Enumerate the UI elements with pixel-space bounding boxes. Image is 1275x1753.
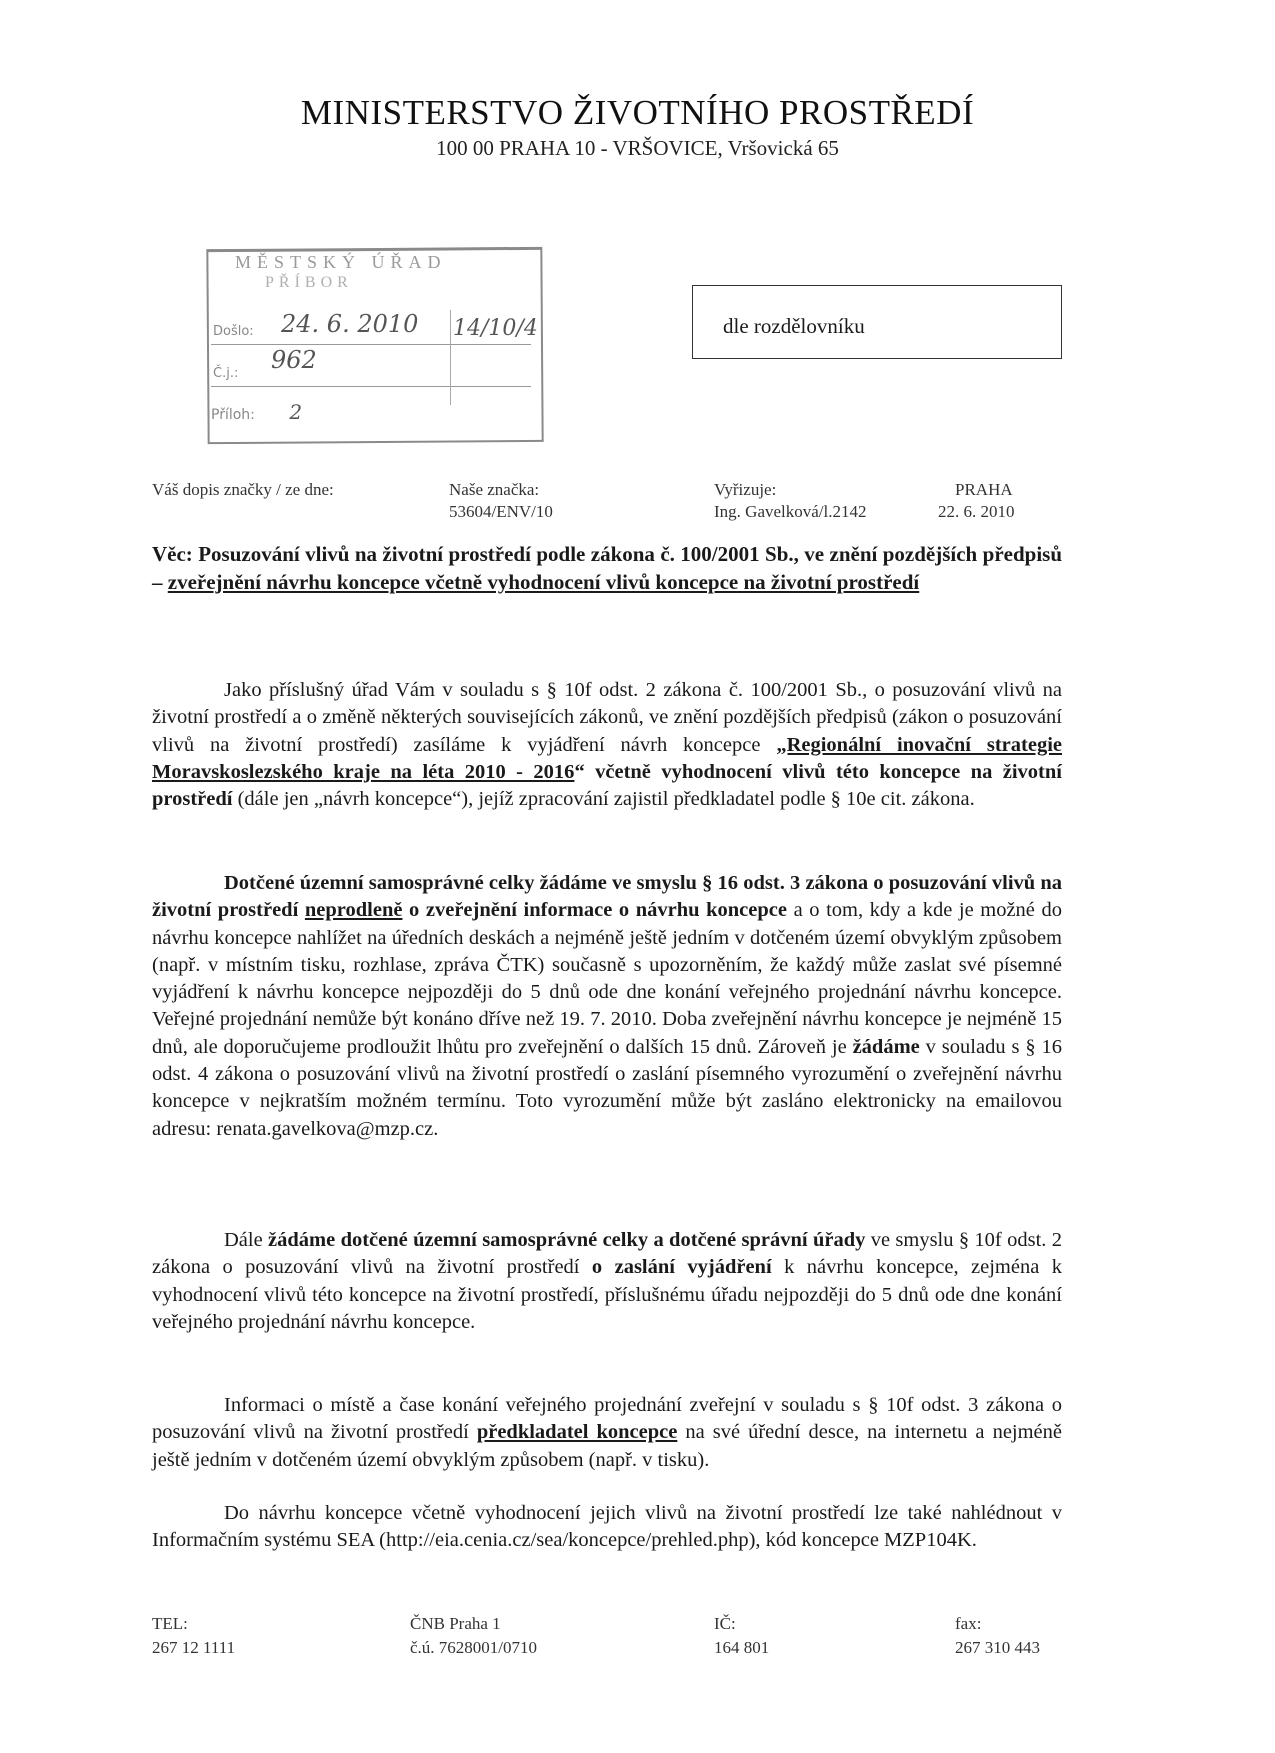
- p2-text-a: Dotčené územní samosprávné celky žádáme ve smyslu § 16 odst. 3 zákona o posuzování vlivů na životní prostředí: [152, 872, 1062, 922]
- received-stamp: [205, 240, 545, 445]
- stamp-received-value: 24. 6. 2010: [281, 310, 419, 338]
- footer-bank-value: č.ú. 7628001/0710: [410, 1638, 538, 1657]
- p3-text-e: k návrhu koncepce, zejména k vyhodnocení vlivů této koncepce na životní prostředí, příslušnému úřadu nejpozději do 5 dnů ode dne konání veřejného projednání návrhu koncepce.: [152, 1256, 1062, 1333]
- stamp-attachments: [211, 400, 441, 424]
- footer-tel: [152, 1612, 235, 1660]
- p3-text-c: ve smyslu § 10f odst. 2 zákona o posuzování vlivů na životní prostředí: [152, 1229, 1062, 1279]
- p1-text-b: “ včetně vyhodnocení vlivů této koncepce na životní prostředí: [152, 760, 1062, 811]
- p2-text-e: v souladu s § 16 odst. 4 zákona o posuzování vlivů na životní prostředí o zaslání písemného vyrozumění o zveřejnění návrhu koncepce v nejkratším možném termínu. Toto vyrozumění může být zasláno elektronicky na emailovou adresu: renata.gavelkova@mzp.cz.: [152, 1035, 1062, 1140]
- handled-by-value: Ing. Gavelková/l.2142: [714, 502, 867, 521]
- p1-text-a: Jako příslušný úřad Vám v souladu s § 10f odst. 2 zákona č. 100/2001 Sb., o posuzování vlivů na životní prostředí a o změně některých souvisejících zákonů, ve znění pozdějších předpisů (zákon o posuzování vlivů na životní prostředí) zasíláme k vyjádření návrh koncepce: [152, 679, 1062, 756]
- p4-submitter: předkladatel koncepce: [476, 1421, 678, 1444]
- footer-bank-label: ČNB Praha 1: [410, 1614, 501, 1633]
- footer-bank: [410, 1612, 537, 1660]
- p1-text-c: (dále jen „návrh koncepce“), jejíž zpracování zajistil předkladatel podle § 10e cit. zákona.: [232, 788, 975, 811]
- p2-request: žádáme: [852, 1035, 920, 1058]
- footer-fax: [955, 1612, 1040, 1660]
- p5-text: Do návrhu koncepce včetně vyhodnocení jejich vlivů na životní prostředí lze také nahlédnout v Informačním systému SEA (http://eia.cenia.cz/sea/koncepce/prehled.php), kód koncepce MZP104K.: [152, 1502, 1062, 1552]
- footer-tel-value: 267 12 1111: [152, 1638, 236, 1657]
- p3-text-d: o zaslání vyjádření: [591, 1256, 772, 1279]
- stamp-side-value: 14/10/4: [453, 316, 538, 341]
- footer-ic-label: IČ:: [714, 1614, 736, 1633]
- p4-text-a: Informaci o místě a čase konání veřejného projednání zveřejní v souladu s § 10f odst. 3 zákona o posuzování vlivů na životní prostředí: [152, 1394, 1062, 1444]
- recipient-text: dle rozdělovníku: [723, 314, 865, 338]
- recipient-box: [692, 285, 1062, 359]
- p2-text-c: a o tom, kdy a kde je možné do návrhu koncepce nahlížet na úředních deskách a nejméně ještě jedním v dotčeném území obvyklým způsobem (např. v místním tisku, rozhlase, zpráva ČTK) současně s upozorněním, že každý může zaslat své písemné vyjádření k návrhu koncepce nejpozději do 5 dnů ode dne konání veřejného projednání návrhu koncepce. Veřejné projednání nemůže být konáno dříve než 19. 7. 2010. Doba zveřejnění návrhu koncepce je nejméně 15 dnů, ale doporučujeme prodloužit lhůtu pro zveřejnění o dalších 15 dnů. Zároveň je: [152, 899, 1062, 1058]
- p3-text-a: Dále: [224, 1229, 269, 1251]
- subject-line: [152, 540, 1062, 596]
- stamp-office: MĚSTSKÝ ÚŘAD: [235, 252, 447, 272]
- handled-by-label: Vyřizuje:: [714, 480, 777, 499]
- subject-underlined: zveřejnění návrhu koncepce včetně vyhodnocení vlivů koncepce na životní prostředí: [167, 570, 920, 594]
- footer-fax-value: 267 310 443: [955, 1638, 1040, 1657]
- p1-strategy-title: „Regionální inovační strategie Moravskoslezského kraje na léta 2010 - 2016: [152, 733, 1062, 783]
- stamp-ref-value: 962: [271, 346, 317, 374]
- place: PRAHA: [955, 480, 1013, 499]
- subject-prefix: Věc: Posuzování vlivů na životní prostředí podle zákona č. 100/2001 Sb., ve znění pozdějších předpisů –: [152, 542, 1062, 594]
- stamp-side-column: [450, 310, 541, 405]
- p2-immediately: neprodleně: [304, 899, 403, 922]
- footer-ic: [714, 1612, 769, 1660]
- our-ref-label: Naše značka:: [449, 480, 540, 499]
- paragraph-5: [152, 1500, 1062, 1555]
- ministry-title: MINISTERSTVO ŽIVOTNÍHO PROSTŘEDÍ: [300, 93, 975, 132]
- paragraph-4: [152, 1392, 1062, 1474]
- paragraph-1: [152, 677, 1062, 813]
- date: 22. 6. 2010: [938, 502, 1015, 521]
- stamp-attachments-label: Příloh:: [211, 407, 255, 423]
- stamp-attachments-value: 2: [289, 400, 303, 424]
- footer-ic-value: 164 801: [714, 1638, 770, 1657]
- footer-fax-label: fax:: [955, 1614, 982, 1633]
- stamp-received-label: Došlo:: [213, 324, 254, 339]
- footer-tel-label: TEL:: [152, 1614, 188, 1633]
- p4-text-c: na své úřední desce, na internetu a nejméně ještě jedním v dotčeném území obvyklým způsobem (např. v tisku).: [152, 1421, 1063, 1471]
- paragraph-2: [152, 870, 1062, 1143]
- p2-text-b: o zveřejnění informace o návrhu koncepce: [402, 899, 787, 922]
- stamp-ref-label: Č.j.:: [213, 366, 239, 381]
- paragraph-3: [152, 1227, 1062, 1336]
- ministry-address: 100 00 PRAHA 10 - VRŠOVICE, Vršovická 65: [436, 136, 839, 160]
- your-letter-label: Váš dopis značky / ze dne:: [152, 480, 334, 499]
- our-ref-value: 53604/ENV/10: [449, 502, 553, 521]
- p3-text-b: žádáme dotčené územní samosprávné celky a dotčené správní úřady: [268, 1229, 866, 1251]
- stamp-town: PŘÍBOR: [265, 274, 353, 291]
